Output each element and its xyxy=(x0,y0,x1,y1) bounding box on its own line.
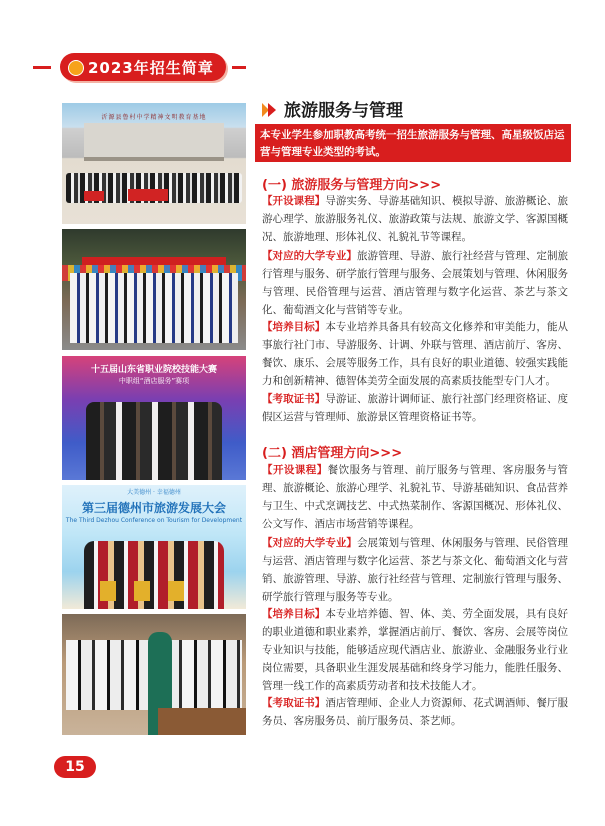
hotel-cert xyxy=(262,694,568,730)
photo-contest-people xyxy=(86,402,222,480)
tourism-goal xyxy=(262,318,568,390)
header-badge xyxy=(60,53,226,81)
photo-class-group xyxy=(62,229,246,350)
photo-flag-small xyxy=(84,191,104,201)
photo-flag xyxy=(128,189,168,201)
play-arrow-icon xyxy=(262,102,278,118)
photo-conference-slogan: 大美德州 · 幸福德州 xyxy=(127,489,181,496)
photo-students xyxy=(70,273,238,343)
photo-building-sign: 沂源县鲁村中学精神文明教育基地 xyxy=(101,114,207,121)
section-intro: 本专业学生参加职教高考统一招生旅游服务与管理、高星级饭店运营与管理专业类型的考试。 xyxy=(255,124,571,162)
tourism-courses-tag: 【开设课程】 xyxy=(262,195,326,207)
hotel-heading: (二) 酒店管理方向>>> xyxy=(262,446,403,461)
tourism-courses-text: 导游实务、导游基础知识、模拟导游、旅游概论、旅游心理学、旅游服务礼仪、旅游政策与法规、旅游文学、客源国概况、旅游地理、形体礼仪、礼貌礼节等课程。 xyxy=(262,195,569,243)
tourism-heading: (一) 旅游服务与管理方向>>> xyxy=(262,178,442,193)
tourism-cert-tag: 【考取证书】 xyxy=(262,393,326,405)
photo-contest-subtitle: 中职组“酒店服务”赛项 xyxy=(118,377,190,385)
photo-contest-title: 十五届山东省职业院校技能大赛 xyxy=(90,365,217,375)
hotel-courses xyxy=(262,461,568,533)
hotel-cert-text: 酒店管理师、企业人力资源师、花式调酒师、餐厅服务员、客房服务员、前厅服务员、茶艺师。 xyxy=(262,697,569,727)
photo-conference-english: The Third Dezhou Conference on Tourism for Development xyxy=(65,517,243,524)
tourism-cert-text: 导游证、旅游计调师证、旅行社部门经理资格证、度假区运营与管理师、旅游景区管理资格证书等。 xyxy=(262,393,569,423)
hotel-goal-tag: 【培养目标】 xyxy=(262,608,326,620)
tourism-cert xyxy=(262,390,568,426)
tourism-goal-text: 本专业培养具备具有较高文化修养和审美能力，能从事旅行社门市、导游服务、计调、外联与管理、酒店前厅、客房、餐饮、康乐、会展等服务工作，具有良好的职业道德、较强实践能力和创新精神、德智体美劳全面发展的高素质技能型专门人才。 xyxy=(262,321,569,387)
photo-tourism-conference xyxy=(62,485,246,609)
hotel-majors xyxy=(262,534,568,606)
photo-conference-title: 第三届德州市旅游发展大会 xyxy=(81,501,226,515)
tourism-courses xyxy=(262,192,568,246)
hotel-majors-tag: 【对应的大学专业】 xyxy=(262,537,357,549)
badge-dot-icon xyxy=(68,60,84,76)
tourism-majors-text: 旅游管理、导游、旅行社经营与管理、定制旅行管理与服务、研学旅行管理与服务、会展策划与管理、休闲服务与管理、民俗管理与运营、酒店管理与数字化运营、茶艺与茶文化、葡萄酒文化与营销等专业。 xyxy=(262,250,569,316)
hotel-goal-text: 本专业培养德、智、体、美、劳全面发展，具有良好的职业道德和职业素养，掌握酒店前厅、餐饮、客房、会展等岗位专业知识与技能，能够适应现代酒店业、旅游业、金融服务业行业岗位需要，具备职业生涯发展基础和终身学习能力，能胜任服务、管理一线工作的高素质劳动者和技术技能人才。 xyxy=(262,608,569,692)
photo-building xyxy=(84,123,224,161)
tourism-majors xyxy=(262,247,568,319)
page-number: 15 xyxy=(54,756,96,778)
photo-tea-class xyxy=(62,614,246,735)
tourism-majors-tag: 【对应的大学专业】 xyxy=(262,250,357,262)
header-title: 2023年招生简章 xyxy=(88,59,214,77)
photo-tea-table xyxy=(158,708,246,735)
section-title: 旅游服务与管理 xyxy=(284,101,403,121)
hotel-majors-text: 会展策划与管理、休闲服务与管理、民俗管理与运营、酒店管理与数字化运营、茶艺与茶文化、葡萄酒文化与营销、旅游管理、导游、旅行社经营与管理、定制旅行管理与服务、研学旅行管理与服务等专业。 xyxy=(262,537,569,603)
hotel-cert-tag: 【考取证书】 xyxy=(262,697,326,709)
photo-education-base xyxy=(62,103,246,224)
photo-certificates xyxy=(100,581,200,601)
hotel-courses-tag: 【开设课程】 xyxy=(262,464,328,476)
header-rule-left xyxy=(33,66,51,69)
hotel-goal xyxy=(262,605,568,695)
hotel-courses-text: 餐饮服务与管理、前厅服务与管理、客房服务与管理、旅游概论、旅游心理学、礼貌礼节、导游基础知识、食品营养与卫生、中式烹调技艺、中式热菜制作、客源国概况、形体礼仪、公文写作、酒店市场营销等课程。 xyxy=(262,464,569,530)
header-rule-right xyxy=(232,66,246,69)
photo-skills-contest xyxy=(62,356,246,480)
tourism-goal-tag: 【培养目标】 xyxy=(262,321,326,333)
